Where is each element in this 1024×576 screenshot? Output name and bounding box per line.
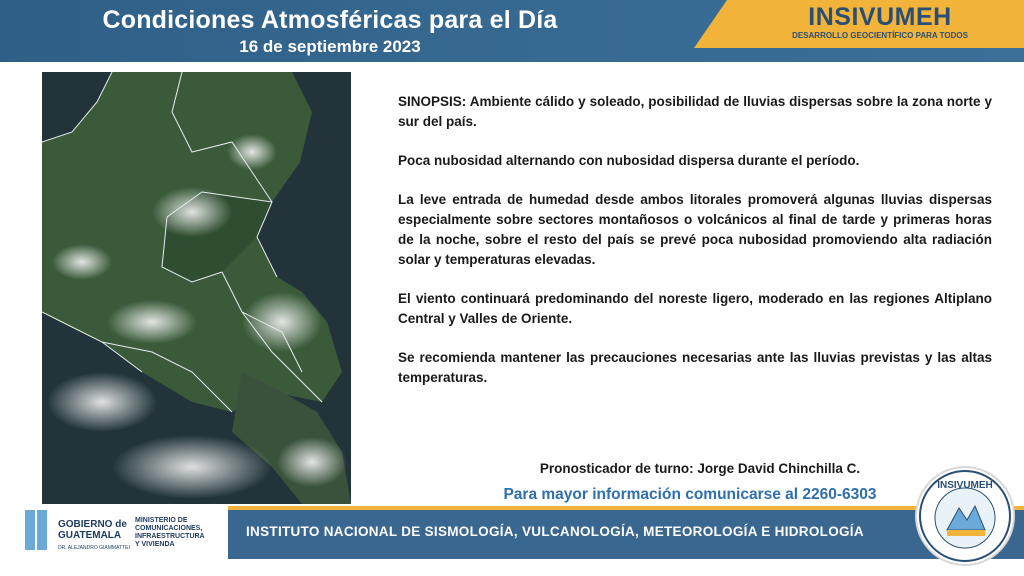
gov-subtitle: DR. ALEJANDRO GIAMMATTEI: [58, 545, 130, 551]
page-title: Condiciones Atmosféricas para el Día: [102, 6, 558, 34]
brand-name: INSIVUMEH: [808, 3, 952, 31]
paragraph-recommendation: Se recomienda mantener las precauciones necesarias ante las lluvias previstas y las altas temperaturas.: [398, 350, 992, 385]
gov-name-line1: GOBIERNO de: [58, 519, 127, 530]
ministry-line: MINISTERIO DE: [135, 517, 188, 524]
footer-stripe: [228, 506, 1024, 510]
institute-name: INSTITUTO NACIONAL DE SISMOLOGÍA, VULCANOLOGÍA, METEOROLOGÍA E HIDROLOGÍA: [246, 524, 864, 539]
insivumeh-seal-icon: [917, 468, 1013, 564]
gov-name-line2: GUATEMALA: [58, 530, 122, 541]
ministry-line: Y VIVIENDA: [135, 541, 175, 548]
government-logo: [58, 519, 130, 554]
seal-label: INSIVUMEH: [937, 480, 993, 491]
paragraph-synopsis: SINOPSIS: Ambiente cálido y soleado, posibilidad de lluvias dispersas sobre la zona norte y sur del país.: [398, 94, 992, 129]
page-date: 16 de septiembre 2023: [239, 37, 421, 56]
guatemala-flag-icon: [25, 510, 47, 550]
paragraph-humidity: La leve entrada de humedad desde ambos litorales promoverá algunas lluvias dispersas especialmente sobre sectores montañosos o volcánicos al final de tarde y primeras horas de la noche, sobre el resto del país se prevé poca nubosidad promoviendo alta radiación solar y temperaturas elevadas.: [398, 192, 992, 267]
paragraph-wind: El viento continuará predominando del noreste ligero, moderado en las regiones Altiplano Central y Valles de Oriente.: [398, 291, 992, 326]
satellite-image: [42, 72, 351, 504]
paragraph-cloudiness: Poca nubosidad alternando con nubosidad dispersa durante el período.: [398, 153, 860, 168]
contact-line: Para mayor información comunicarse al 2260-6303: [503, 486, 877, 503]
brand-tagline: DESARROLLO GEOCIENTÍFICO PARA TODOS: [792, 31, 968, 40]
forecast-text: [398, 92, 992, 407]
ministry-line: COMUNICACIONES,: [135, 525, 203, 532]
forecaster-line: Pronosticador de turno: Jorge David Chinchilla C.: [539, 461, 861, 476]
ministry-logo: [135, 517, 205, 549]
ministry-line: INFRAESTRUCTURA: [135, 533, 205, 540]
